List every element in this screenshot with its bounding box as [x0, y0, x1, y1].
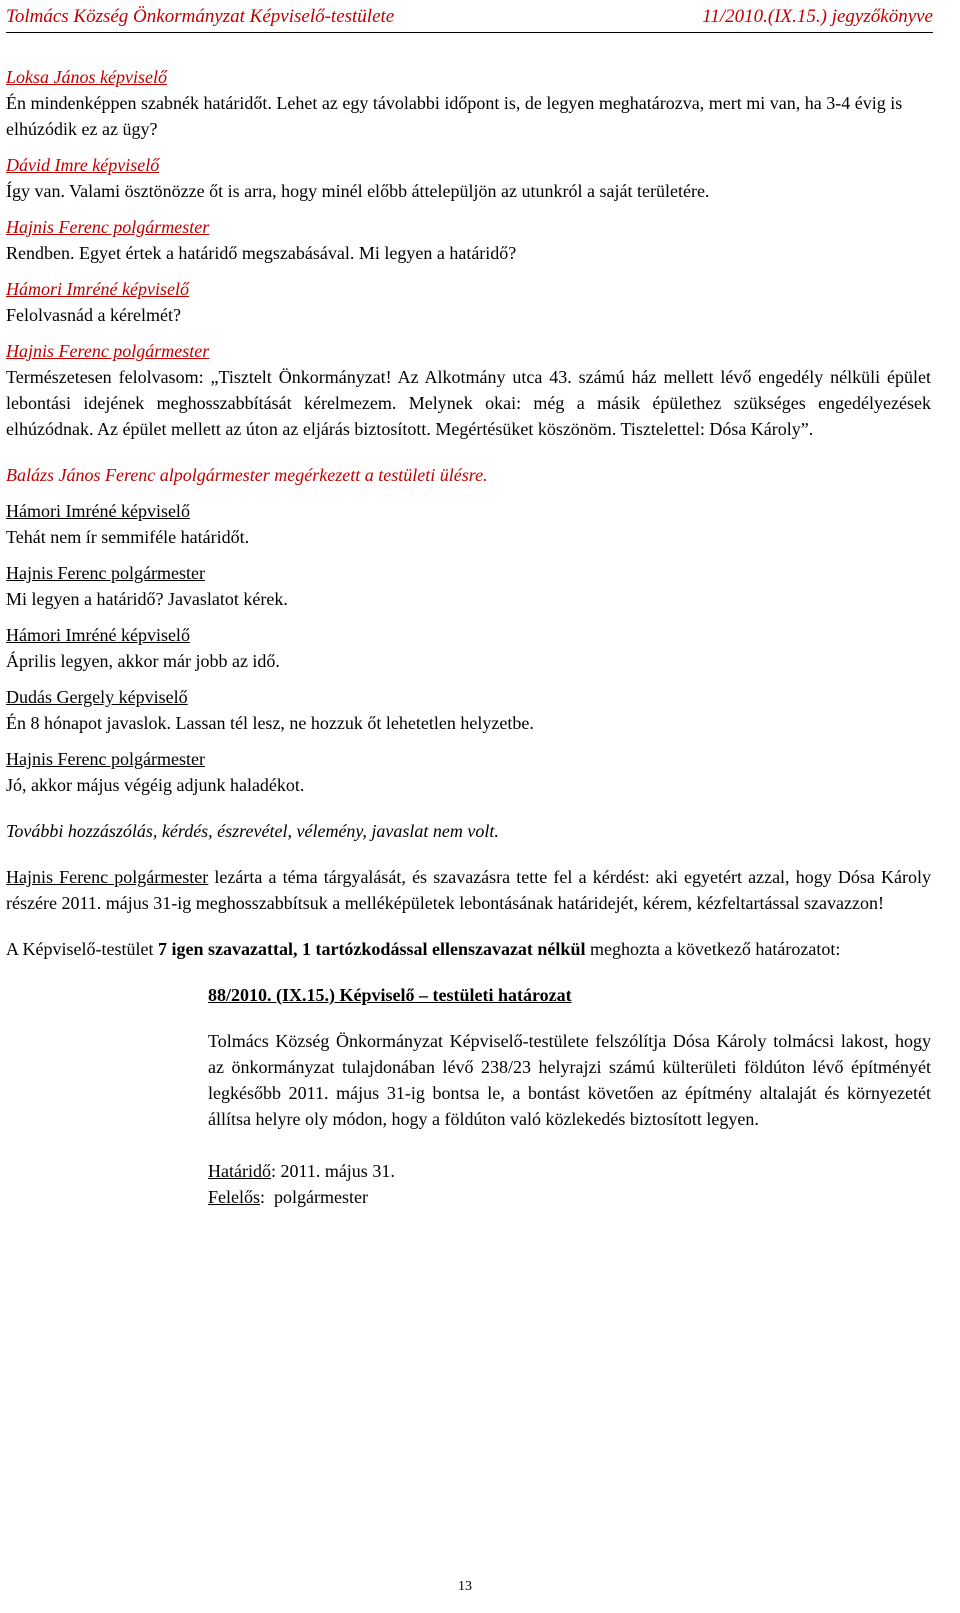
resolution-title-text: 88/2010. (IX.15.) Képviselő – testületi határozat — [208, 985, 572, 1005]
speech-block — [6, 746, 931, 798]
page-number: 13 — [458, 1579, 472, 1594]
speech-text: Április legyen, akkor már jobb az idő. — [6, 651, 280, 671]
header-title: Tolmács Község Önkormányzat Képviselő-testülete — [6, 6, 395, 27]
closing-paragraph — [6, 864, 931, 916]
resolution-body: Tolmács Község Önkormányzat Képviselő-testülete felszólítja Dósa Károly tolmácsi lakost, hogy az önkormányzat tulajdonában lévő 238/23 helyrajzi számú külterületi földúton lévő építményét legkésőbb 2011. május 31-ig bontsa le, a bontást követően az építmény altalaját és környezetét állítsa helyre oly módon, hogy a földúton való közlekedés biztosított legyen. — [208, 1031, 931, 1129]
speech-block — [6, 498, 931, 550]
speech-text: Én mindenképpen szabnék határidőt. Lehet az egy távolabbi időpont is, de legyen meghatározva, mert mi van, ha 3-4 évig is elhúzódik ez az ügy? — [6, 93, 903, 139]
vote-suffix: meghozta a következő határozatot: — [585, 939, 841, 959]
speech-text: Jó, akkor május végéig adjunk haladékot. — [6, 775, 305, 795]
vote-result: 7 igen szavazattal, 1 tartózkodással ellenszavazat nélkül — [157, 939, 586, 959]
vote-paragraph — [6, 936, 931, 962]
responsible-label: Felelős — [208, 1187, 260, 1207]
speaker-name: Hajnis Ferenc polgármester — [6, 341, 210, 361]
speaker-name: Dudás Gergely képviselő — [6, 687, 188, 707]
speech-text: Rendben. Egyet értek a határidő megszabásával. Mi legyen a határidő? — [6, 243, 517, 263]
speech-text: Tehát nem ír semmiféle határidőt. — [6, 527, 250, 547]
speaker-name: Loksa János képviselő — [6, 67, 167, 87]
speaker-name: Dávid Imre képviselő — [6, 155, 160, 175]
minutes-content — [6, 64, 931, 1210]
resolution-title — [208, 982, 931, 1008]
speech-block — [6, 338, 931, 442]
speech-block — [6, 684, 931, 736]
speaker-name: Hámori Imréné képviselő — [6, 625, 190, 645]
speech-text: Természetesen felolvasom: „Tisztelt Önkormányzat! Az Alkotmány utca 43. számú ház mellett lévő engedély nélküli épület lebontási idejének meghosszabbítását kérelmezem. Melynek okai: még a másik épülethez szükséges engedélyezések elhúzódnak. Az épület mellett az úton az eljárás biztosított. Megértésüket köszönöm. Tisztelettel: Dósa Károly”. — [6, 367, 931, 439]
speaker-name: Hajnis Ferenc polgármester — [6, 867, 209, 887]
page-header — [6, 2, 933, 33]
arrival-note: Balázs János Ferenc alpolgármester megérkezett a testületi ülésre. — [6, 465, 488, 485]
closing-note: További hozzászólás, kérdés, észrevétel, vélemény, javaslat nem volt. — [6, 821, 499, 841]
speaker-name: Hajnis Ferenc polgármester — [6, 563, 205, 583]
speech-text: Mi legyen a határidő? Javaslatot kérek. — [6, 589, 288, 609]
resolution — [208, 982, 931, 1210]
speaker-name: Hámori Imréné képviselő — [6, 279, 189, 299]
resolution-responsible — [208, 1184, 931, 1210]
deadline-value: : 2011. május 31. — [270, 1161, 395, 1181]
header-minutes-id: 11/2010.(IX.15.) jegyzőkönyve — [702, 6, 933, 27]
speech-block — [6, 622, 931, 674]
speech-block — [6, 214, 931, 266]
closing-text: lezárta a téma tárgyalását, és szavazásra tette fel a kérdést: aki egyetért azzal, hogy Dósa Károly részére 2011. május 31-ig meghosszabbítsuk a melléképületek lebontásának határidejét, kérem, kézfeltartással szavazzon! — [6, 867, 931, 913]
speech-text: Felolvasnád a kérelmét? — [6, 305, 181, 325]
speech-block — [6, 560, 931, 612]
speaker-name: Hajnis Ferenc polgármester — [6, 749, 205, 769]
speaker-name: Hajnis Ferenc polgármester — [6, 217, 210, 237]
speech-text: Így van. Valami ösztönözze őt is arra, hogy minél előbb áttelepüljön az utunkról a saját területére. — [6, 181, 710, 201]
speaker-name: Hámori Imréné képviselő — [6, 501, 190, 521]
resolution-deadline — [208, 1158, 931, 1184]
speech-block — [6, 152, 931, 204]
responsible-value: : polgármester — [260, 1187, 368, 1207]
speech-text: Én 8 hónapot javaslok. Lassan tél lesz, ne hozzuk őt lehetetlen helyzetbe. — [6, 713, 534, 733]
deadline-label: Határidő — [208, 1161, 271, 1181]
speech-block — [6, 276, 931, 328]
speech-block — [6, 64, 931, 142]
vote-prefix: A Képviselő-testület — [6, 939, 158, 959]
